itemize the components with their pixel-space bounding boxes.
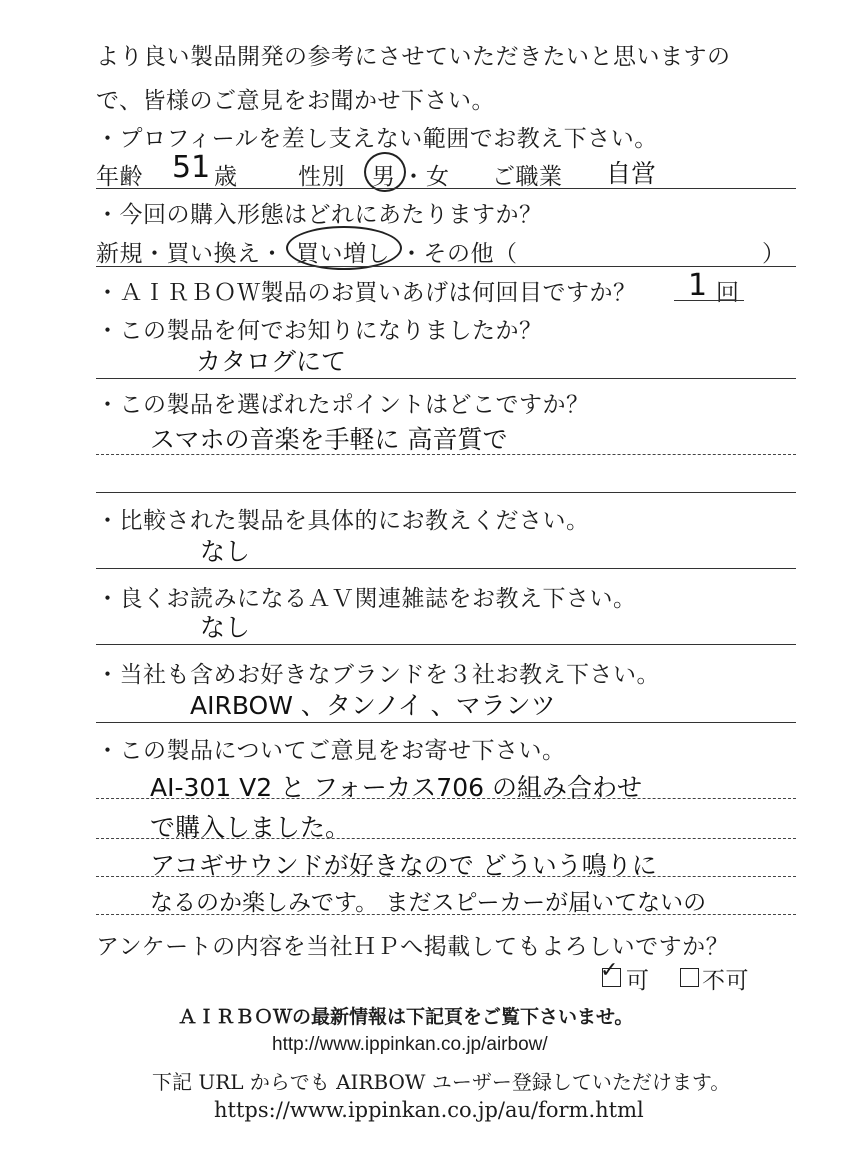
source-rule bbox=[96, 378, 796, 379]
source-question: ・この製品を何でお知りになりましたか？ bbox=[96, 318, 543, 344]
footer-url-1[interactable]: http://www.ippinkan.co.jp/airbow/ bbox=[272, 1034, 548, 1055]
gender-male[interactable]: 男 bbox=[372, 164, 396, 190]
publish-question: アンケートの内容を当社ＨＰへ掲載してもよろしいですか？ bbox=[96, 934, 730, 960]
opinion-line-1[interactable]: AI-301 V2 と フォーカス706 の組み合わせ bbox=[150, 773, 642, 802]
occupation-label: ご職業 bbox=[492, 164, 563, 190]
compare-question: ・比較された製品を具体的にお教えください。 bbox=[96, 508, 590, 534]
opinion-dashed-line-4 bbox=[96, 914, 796, 915]
publish-yes-label: 可 bbox=[626, 968, 650, 994]
magazine-rule bbox=[96, 644, 796, 645]
purchase-option-selected[interactable]: 買い増し bbox=[296, 241, 390, 267]
purchase-close-paren: ） bbox=[762, 241, 786, 267]
purchase-rule bbox=[96, 266, 796, 267]
publish-no-label: 不可 bbox=[702, 968, 749, 994]
point-rule bbox=[96, 492, 796, 493]
count-underline bbox=[674, 300, 744, 301]
magazine-question: ・良くお読みになるＡＶ関連雑誌をお教え下さい。 bbox=[96, 586, 637, 612]
brands-answer[interactable]: AIRBOW 、タンノイ 、マランツ bbox=[190, 691, 556, 720]
gender-selection-circle bbox=[364, 152, 406, 192]
opinion-dashed-line-3 bbox=[96, 876, 796, 877]
age-label: 年齢 bbox=[96, 164, 143, 190]
checkmark-icon: ✓ bbox=[600, 958, 619, 983]
opinion-dashed-line-2 bbox=[96, 838, 796, 839]
opinion-dashed-line-1 bbox=[96, 798, 796, 799]
profile-rule bbox=[96, 188, 796, 189]
count-value[interactable]: 1 bbox=[688, 268, 708, 303]
compare-rule bbox=[96, 568, 796, 569]
occupation-value[interactable]: 自営 bbox=[606, 159, 657, 188]
count-unit: 回 bbox=[716, 280, 740, 306]
age-value[interactable]: 51 bbox=[172, 150, 211, 185]
opinion-line-4[interactable]: なるのか楽しみです。 まだスピーカーが届いてないの bbox=[150, 890, 707, 916]
intro-line-1: より良い製品開発の参考にさせていただきたいと思いますの bbox=[96, 44, 731, 70]
point-answer[interactable]: スマホの音楽を手軽に 高音質で bbox=[150, 425, 508, 454]
purchase-options-prefix: 新規・買い換え・ bbox=[96, 241, 284, 267]
gender-separator: ・ bbox=[402, 164, 426, 190]
brands-rule bbox=[96, 722, 796, 723]
point-dashed-line-1 bbox=[96, 454, 796, 455]
footer-notice: ＡＩＲＢＯＷの最新情報は下記頁をご覧下さいませ。 bbox=[178, 1006, 634, 1028]
footer-url-2[interactable]: https://www.ippinkan.co.jp/au/form.html bbox=[214, 1098, 644, 1122]
age-unit: 歳 bbox=[214, 164, 238, 190]
intro-line-2: で、皆様のご意見をお聞かせ下さい。 bbox=[96, 88, 496, 114]
count-question: ・ＡＩＲＢＯＷ製品のお買いあげは何回目ですか？ bbox=[96, 280, 637, 306]
purchase-question: ・今回の購入形態はどれにあたりますか？ bbox=[96, 202, 543, 228]
point-question: ・この製品を選ばれたポイントはどこですか？ bbox=[96, 392, 590, 418]
source-answer[interactable]: カタログにて bbox=[196, 347, 347, 376]
compare-answer[interactable]: なし bbox=[200, 537, 251, 566]
opinion-line-3[interactable]: アコギサウンドが好きなので どういう鳴りに bbox=[150, 851, 657, 880]
purchase-selection-circle bbox=[286, 226, 402, 270]
profile-question: ・プロフィールを差し支えない範囲でお教え下さい。 bbox=[96, 126, 658, 152]
purchase-options-suffix: ・その他（ bbox=[400, 241, 518, 267]
gender-label: 性別 bbox=[298, 164, 345, 190]
gender-female[interactable]: 女 bbox=[426, 164, 450, 190]
publish-no-checkbox[interactable] bbox=[680, 968, 699, 987]
opinion-question: ・この製品についてご意見をお寄せ下さい。 bbox=[96, 738, 566, 764]
footer-register-note: 下記 URL からでも AIRBOW ユーザー登録していただけます。 bbox=[152, 1070, 731, 1094]
brands-question: ・当社も含めお好きなブランドを３社お教え下さい。 bbox=[96, 662, 660, 688]
opinion-line-2[interactable]: で購入しました。 bbox=[150, 813, 351, 842]
magazine-answer[interactable]: なし bbox=[200, 613, 251, 642]
